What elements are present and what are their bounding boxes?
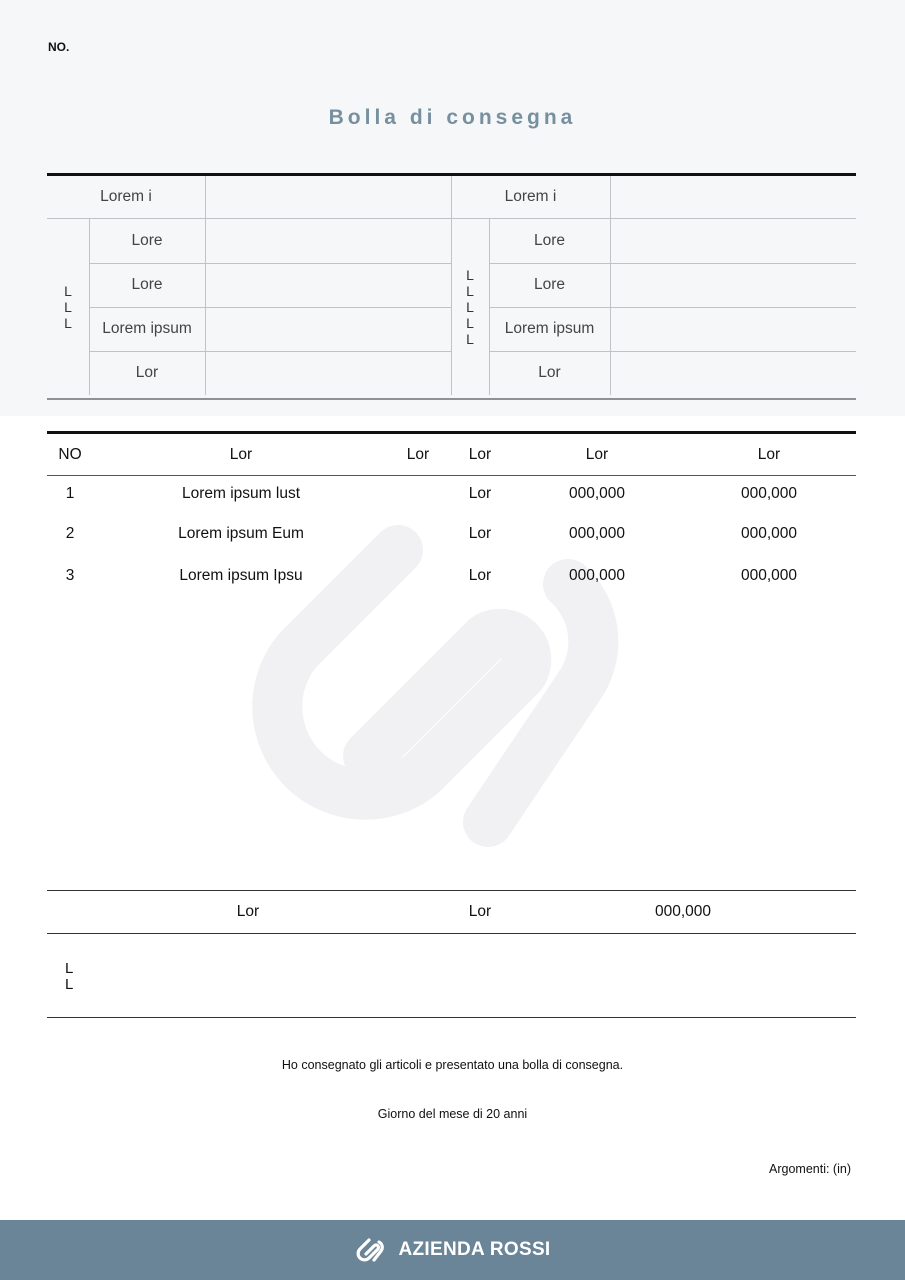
row-amount: 000,000 — [740, 485, 798, 502]
row-description: Lorem ipsum Ipsu — [179, 567, 303, 584]
row-price: 000,000 — [568, 485, 626, 502]
row-amount: 000,000 — [740, 567, 798, 584]
items-header-row — [47, 434, 856, 476]
column-header-unit: Lor — [468, 446, 492, 463]
document-number-label: NO. — [48, 40, 70, 54]
date-line: Giorno del mese di 20 anni — [377, 1107, 528, 1121]
column-header-no: NO — [58, 446, 82, 463]
right-group-label: L L L L L — [466, 267, 474, 347]
row-description: Lorem ipsum lust — [181, 485, 301, 502]
left-value-cell[interactable] — [206, 176, 451, 218]
row-description: Lorem ipsum Eum — [178, 525, 304, 542]
column-header-description: Lor — [229, 446, 253, 463]
totals-row — [47, 890, 856, 934]
paperclip-watermark-icon — [238, 512, 648, 864]
totals-unit: Lor — [468, 903, 492, 920]
right-row-label: Lore — [533, 232, 566, 249]
left-group-label: L L L — [64, 283, 72, 331]
row-amount: 000,000 — [740, 525, 798, 542]
paperclip-logo-icon — [354, 1236, 388, 1264]
right-row-label: Lor — [538, 364, 561, 381]
footer-bar — [0, 1220, 905, 1280]
row-unit: Lor — [468, 525, 492, 542]
row-unit: Lor — [468, 485, 492, 502]
left-header-label: Lorem i — [100, 188, 152, 205]
row-number: 2 — [65, 525, 75, 542]
right-value-cell[interactable] — [611, 176, 856, 218]
totals-amount: 000,000 — [654, 903, 712, 920]
row-number: 1 — [65, 485, 75, 502]
totals-label: Lor — [236, 903, 260, 920]
company-name: AZIENDA ROSSI — [398, 1239, 551, 1260]
page-title: Bolla di consegna — [328, 106, 577, 129]
notes-section — [47, 933, 856, 1018]
left-row-label: Lore — [131, 276, 163, 293]
left-row-label: Lore — [131, 232, 163, 249]
right-row-label: Lore — [533, 276, 566, 293]
left-row-label: Lor — [135, 364, 159, 381]
row-price: 000,000 — [568, 525, 626, 542]
info-table — [47, 173, 856, 400]
column-header-amount: Lor — [757, 446, 781, 463]
row-unit: Lor — [468, 567, 492, 584]
items-table — [47, 431, 856, 584]
notes-mark: L — [65, 976, 74, 993]
left-row-label: Lorem ipsum — [102, 320, 192, 337]
arguments-label: Argomenti: (in) — [769, 1162, 851, 1176]
right-row-label: Lorem ipsum — [504, 320, 595, 337]
column-header-quantity: Lor — [406, 446, 430, 463]
column-header-price: Lor — [585, 446, 609, 463]
row-number: 3 — [65, 567, 75, 584]
delivery-statement: Ho consegnato gli articoli e presentato una bolla di consegna. — [281, 1058, 624, 1072]
right-header-label: Lorem i — [504, 188, 557, 205]
notes-mark: L — [65, 960, 74, 977]
row-price: 000,000 — [568, 567, 626, 584]
